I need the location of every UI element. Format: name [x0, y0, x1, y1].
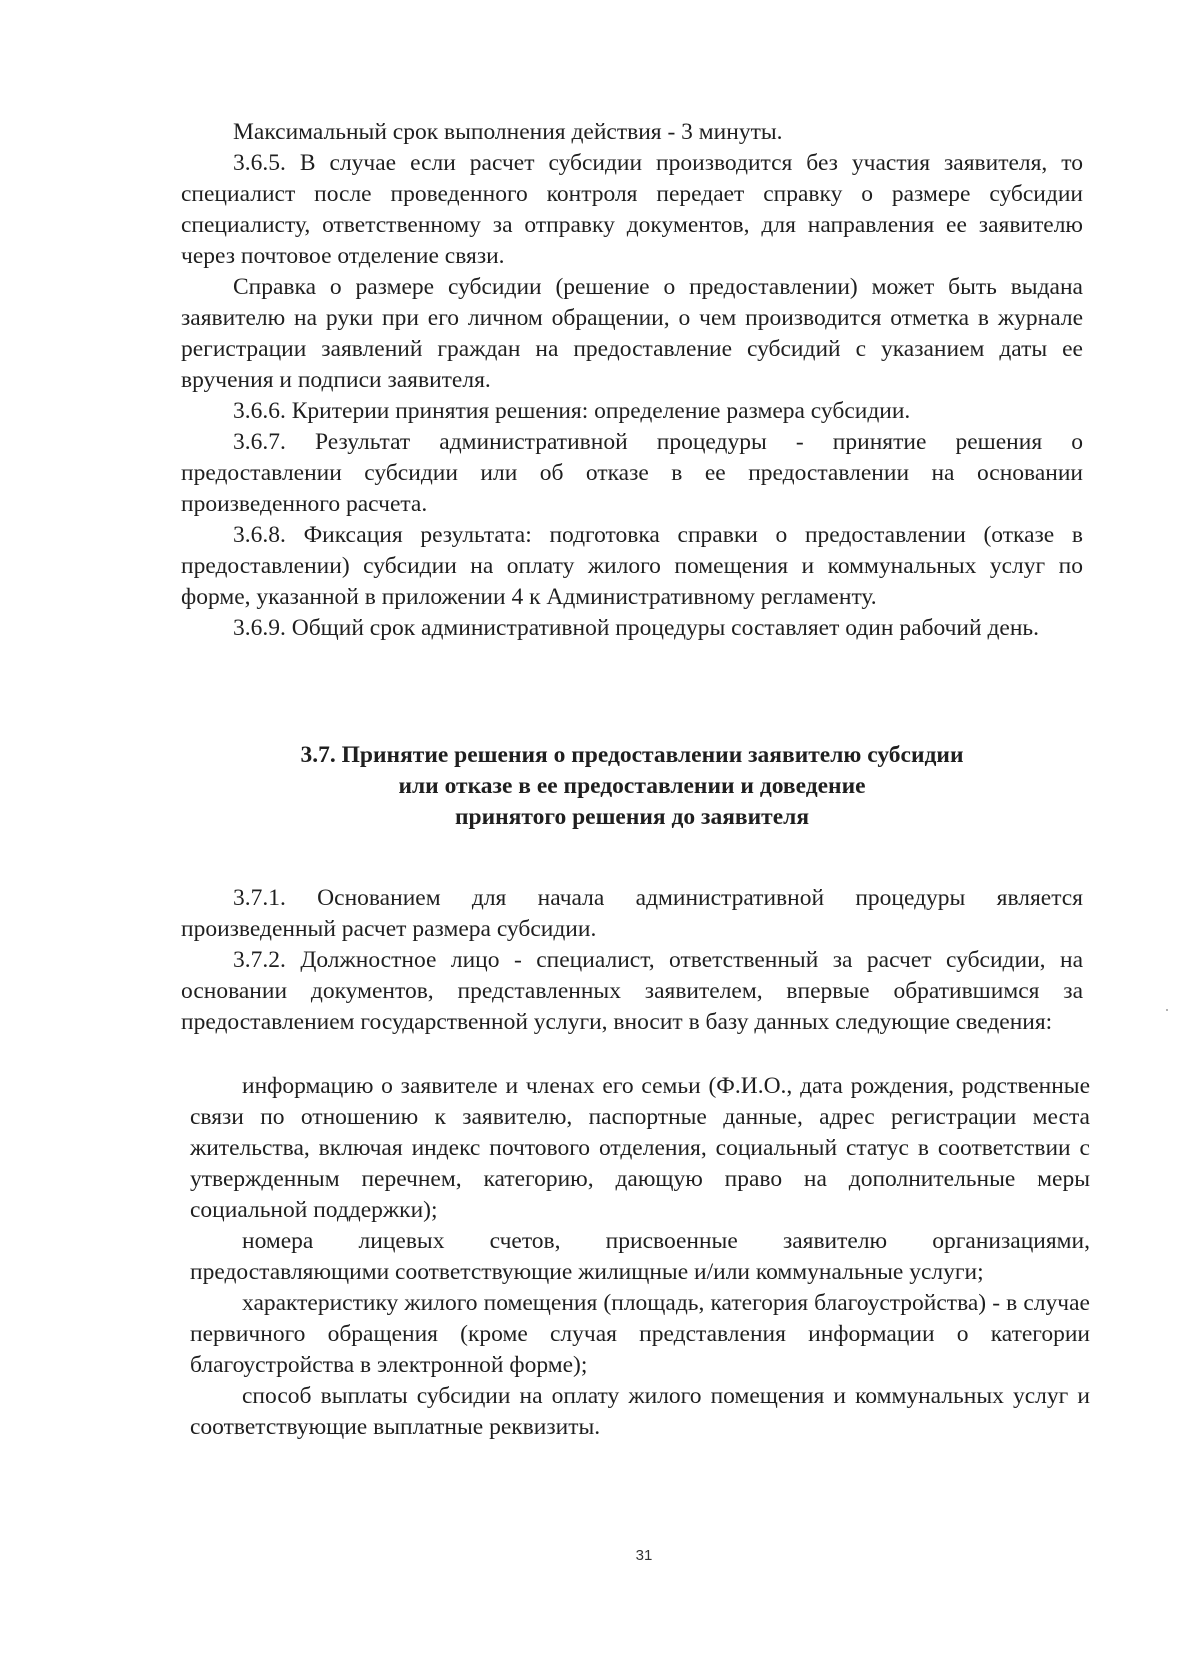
section-heading-3-7 [181, 740, 1083, 833]
text-block-section-3-6 [181, 117, 1083, 644]
section-heading-line: 3.7. Принятие решения о предоставлении заявителю субсидии [300, 742, 964, 768]
paragraph-max-duration: Максимальный срок выполнения действия - 3 минуты. [233, 119, 783, 145]
paragraph-3-6-5: 3.6.5. В случае если расчет субсидии производится без участия заявителя, то специалист после проведенного контроля передает справку о размере субсидии специалисту, ответственному за отправку документов, для направления ее заявителю через почтовое отделение связи. [181, 150, 1083, 269]
list-item-housing-characteristics: характеристику жилого помещения (площадь, категория благоустройства) - в случае первичного обращения (кроме случая представления информации о категории благоустройства в электронной форме); [190, 1290, 1090, 1378]
text-block-section-3-7 [181, 883, 1083, 1038]
paragraph-3-7-1: 3.7.1. Основанием для начала административной процедуры является произведенный расчет размера субсидии. [181, 885, 1083, 942]
list-item-applicant-info: информацию о заявителе и членах его семьи (Ф.И.О., дата рождения, родственные связи по отношению к заявителю, паспортные данные, адрес регистрации места жительства, включая индекс почтового отделения, социальный статус в соответствии с утвержденным перечнем, категорию, дающую право на дополнительные меры социальной поддержки); [190, 1073, 1090, 1223]
paragraph-3-6-9: 3.6.9. Общий срок административной процедуры составляет один рабочий день. [233, 615, 1039, 641]
scan-speck [1166, 1009, 1168, 1011]
list-item-payment-method: способ выплаты субсидии на оплату жилого помещения и коммунальных услуг и соответствующие выплатные реквизиты. [190, 1383, 1090, 1440]
paragraph-3-6-7: 3.6.7. Результат административной процедуры - принятие решения о предоставлении субсидии или об отказе в ее предоставлении на основании произведенного расчета. [181, 429, 1083, 517]
page-number: 31 [635, 1547, 653, 1564]
data-items-list [190, 1071, 1090, 1443]
section-heading-line: или отказе в ее предоставлении и доведение [398, 773, 866, 799]
paragraph-3-6-8: 3.6.8. Фиксация результата: подготовка справки о предоставлении (отказе в предоставлении) субсидии на оплату жилого помещения и коммунальных услуг по форме, указанной в приложении 4 к Административному регламенту. [181, 522, 1083, 610]
list-item-account-numbers: номера лицевых счетов, присвоенные заявителю организациями, предоставляющими соответствующие жилищные и/или коммунальные услуги; [190, 1228, 1090, 1285]
paragraph-subsidy-certificate: Справка о размере субсидии (решение о предоставлении) может быть выдана заявителю на руки при его личном обращении, о чем производится отметка в журнале регистрации заявлений граждан на предоставление субсидий с указанием даты ее вручения и подписи заявителя. [181, 274, 1083, 393]
paragraph-3-6-6: 3.6.6. Критерии принятия решения: определение размера субсидии. [233, 398, 911, 424]
paragraph-3-7-2: 3.7.2. Должностное лицо - специалист, ответственный за расчет субсидии, на основании документов, представленных заявителем, впервые обратившимся за предоставлением государственной услуги, вносит в базу данных следующие сведения: [181, 947, 1083, 1035]
section-heading-line: принятого решения до заявителя [454, 804, 810, 830]
